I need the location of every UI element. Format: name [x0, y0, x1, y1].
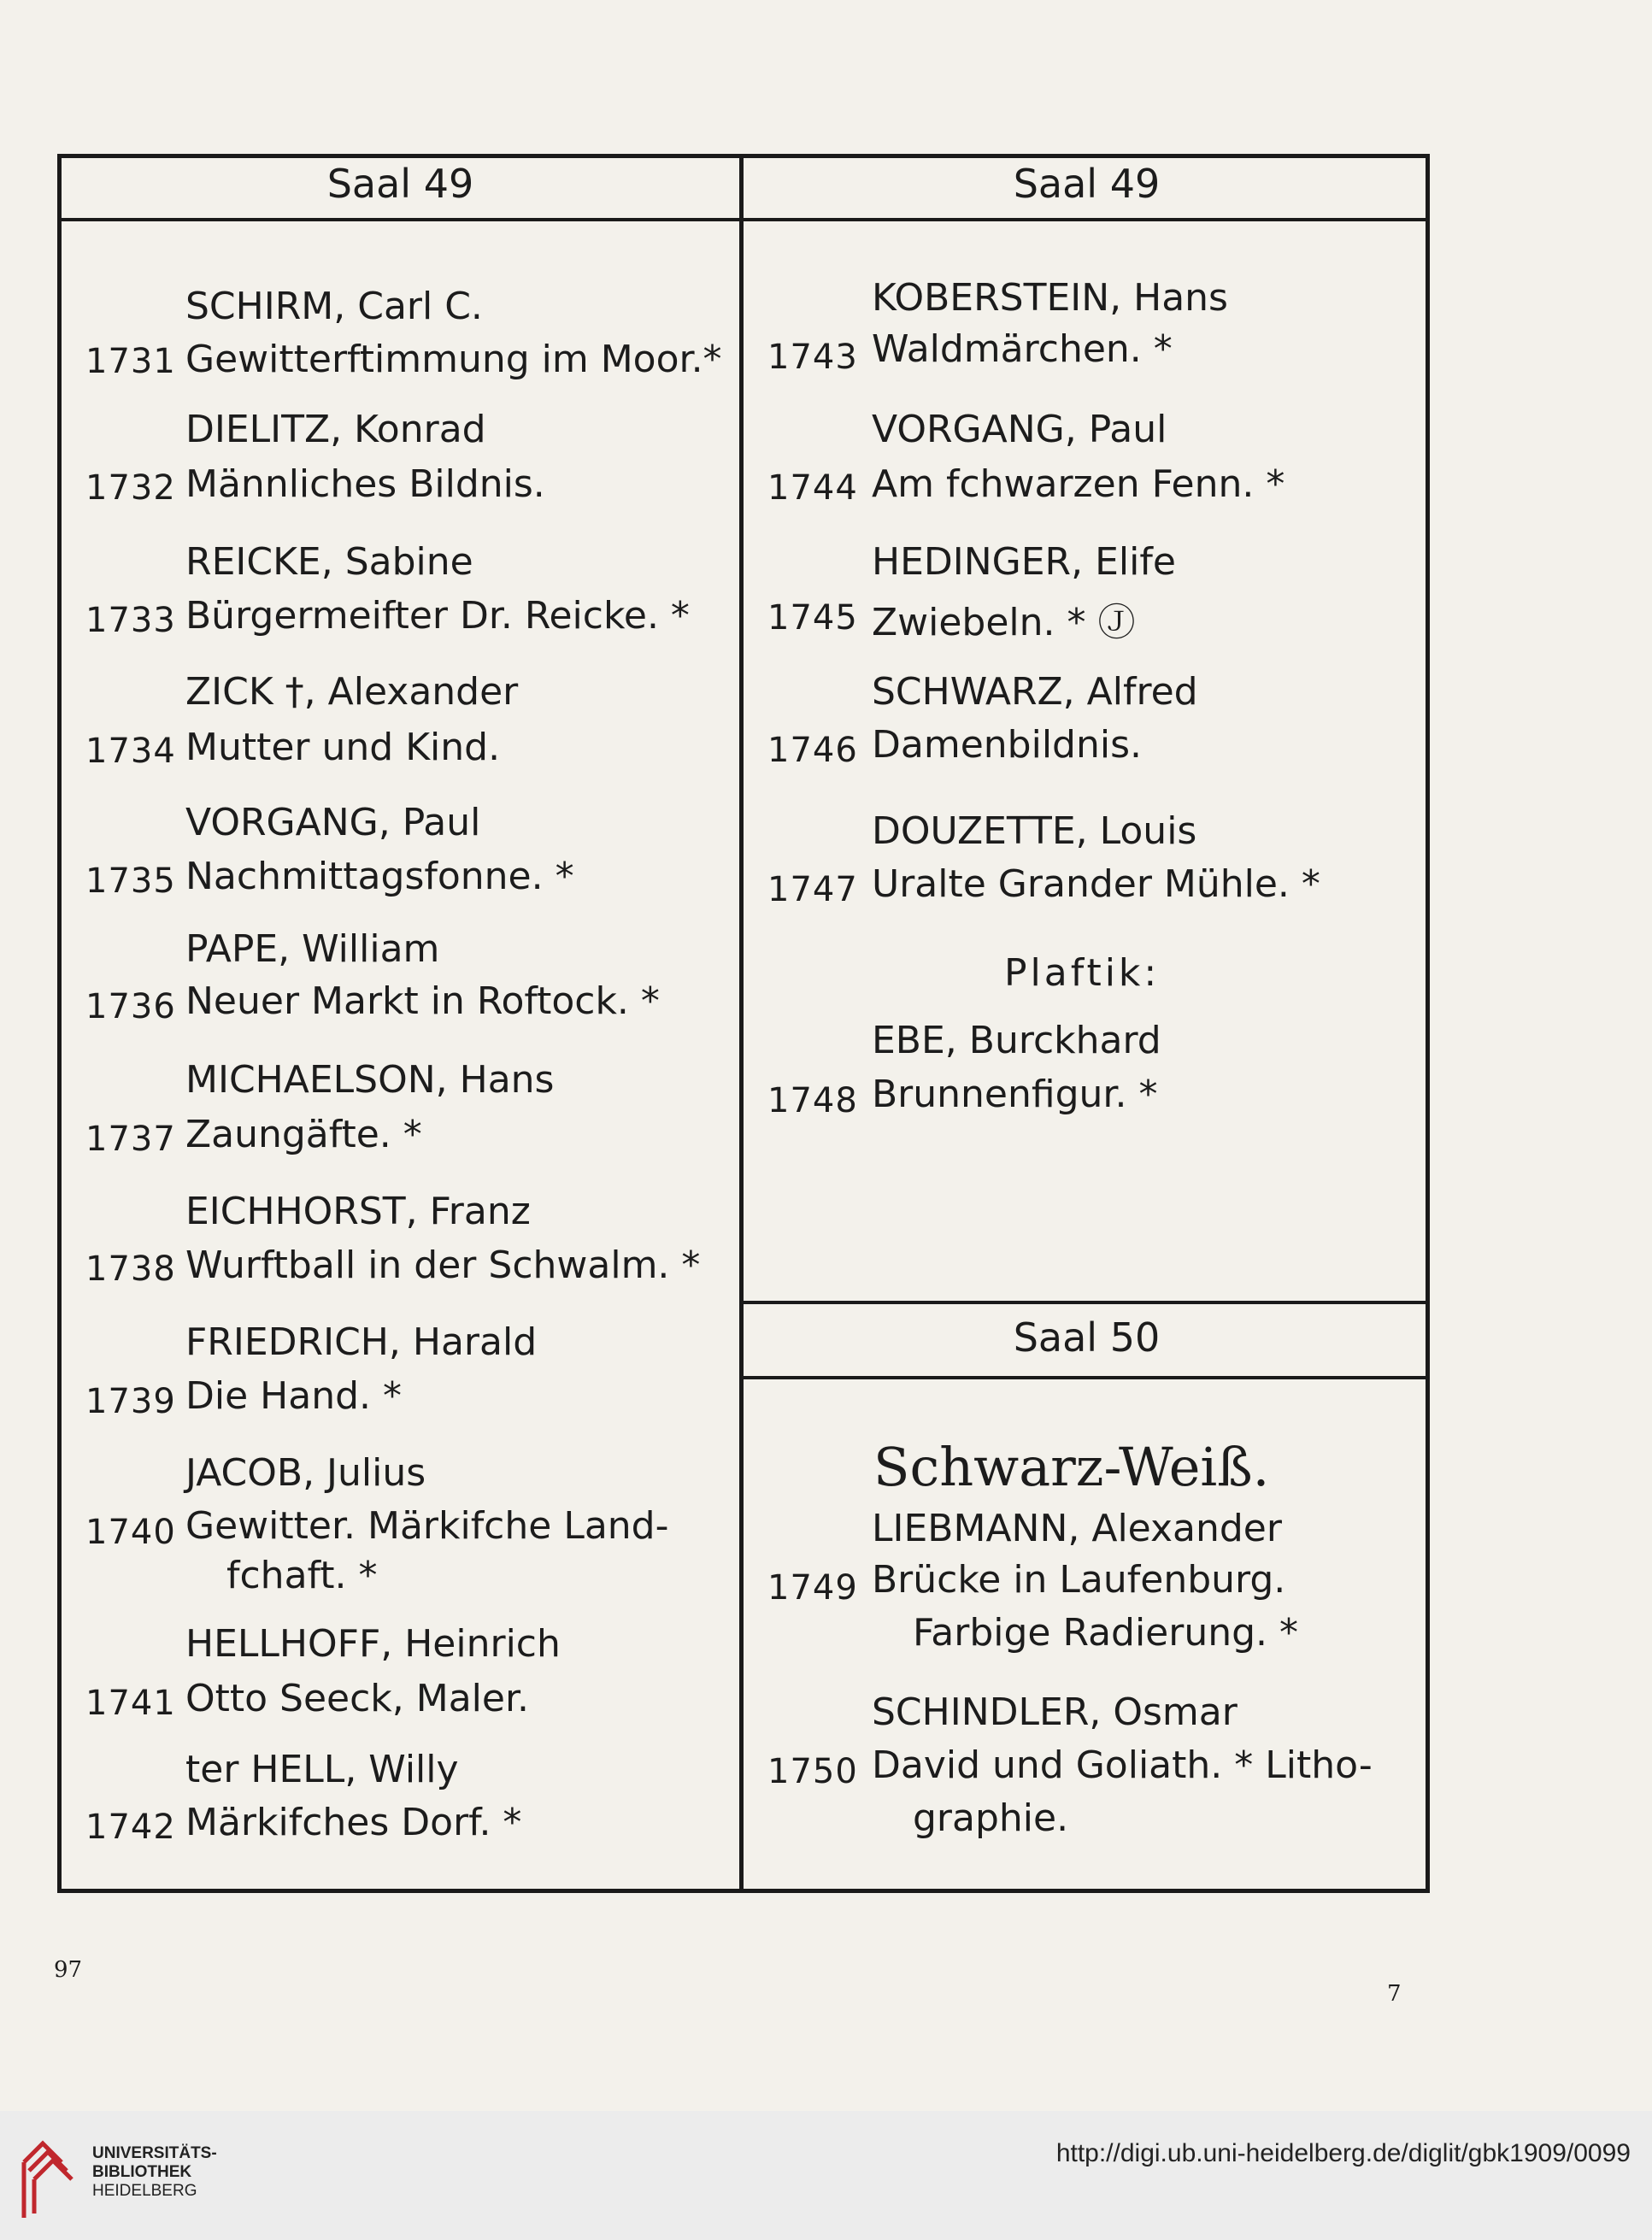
artist-name: JACOB, Julius [185, 1451, 426, 1495]
artist-name: SCHINDLER, Osmar [872, 1690, 1238, 1734]
work-title-continued: graphie. [913, 1796, 1069, 1840]
catalog-number: 1747 [767, 870, 858, 909]
artist-name: DIELITZ, Konrad [185, 408, 486, 451]
catalog-number: 1733 [85, 601, 176, 640]
header-rule [57, 218, 1430, 221]
artist-name: DOUZETTE, Louis [872, 809, 1197, 853]
library-logo-icon [17, 2128, 85, 2222]
page-number-left: 97 [54, 1957, 83, 1983]
catalog-number: 1734 [85, 732, 176, 771]
artist-name: KOBERSTEIN, Hans [872, 276, 1228, 320]
work-title: Märkifches Dorf. * [185, 1801, 522, 1844]
artist-name: VORGANG, Paul [872, 408, 1167, 451]
work-title: Männliches Bildnis. [185, 462, 545, 506]
work-title: Wurftball in der Schwalm. * [185, 1243, 701, 1287]
work-title: Damenbildnis. [872, 723, 1142, 767]
catalog-number: 1731 [85, 342, 176, 381]
library-name-line: BIBLIOTHEK [92, 2163, 192, 2181]
artist-name: HEDINGER, Elife [872, 540, 1176, 584]
catalog-number: 1745 [767, 598, 858, 638]
work-title: David und Goliath. * Litho- [872, 1743, 1373, 1787]
catalog-number: 1732 [85, 468, 176, 508]
catalog-number: 1736 [85, 987, 176, 1026]
artist-name: LIEBMANN, Alexander [872, 1507, 1282, 1550]
work-title: Bürgermeifter Dr. Reicke. * [185, 594, 690, 638]
work-title: Uralte Grander Mühle. * [872, 862, 1320, 906]
catalog-number: 1743 [767, 338, 858, 377]
right-header: Saal 49 [1013, 161, 1161, 207]
work-title: Die Hand. * [185, 1374, 402, 1418]
artist-name: PAPE, William [185, 927, 440, 971]
work-title: Brunnenfigur. * [872, 1073, 1158, 1116]
column-divider [739, 154, 744, 1893]
left-header: Saal 49 [326, 161, 474, 207]
catalog-number: 1735 [85, 861, 176, 901]
work-title: Mutter und Kind. [185, 726, 501, 769]
work-title: Gewitter. Märkifche Land- [185, 1504, 669, 1548]
catalog-number: 1749 [767, 1568, 858, 1608]
work-title: Neuer Markt in Roftock. * [185, 979, 660, 1023]
catalog-number: 1740 [85, 1513, 176, 1552]
work-title: Gewitterftimmung im Moor.* [185, 338, 722, 381]
library-name-line: UNIVERSITÄTS- [92, 2144, 217, 2162]
catalog-number: 1738 [85, 1249, 176, 1289]
catalog-number: 1739 [85, 1382, 176, 1421]
saal50-header: Saal 50 [1013, 1314, 1161, 1361]
plastik-subheading: Plaftik: [1004, 951, 1161, 995]
work-title: Brücke in Laufenburg. [872, 1558, 1286, 1602]
work-title: Am fchwarzen Fenn. * [872, 462, 1285, 506]
work-title: Zwiebeln. * Ⓙ [872, 601, 1136, 644]
artist-name: SCHWARZ, Alfred [872, 670, 1198, 714]
artist-name: EICHHORST, Franz [185, 1190, 531, 1233]
work-title: Waldmärchen. * [872, 327, 1173, 371]
catalog-number: 1744 [767, 468, 858, 508]
artist-name: EBE, Burckhard [872, 1019, 1161, 1062]
catalog-number: 1750 [767, 1752, 858, 1791]
artist-name: FRIEDRICH, Harald [185, 1320, 538, 1364]
catalog-number: 1741 [85, 1684, 176, 1723]
viewer-footer [0, 2111, 1652, 2240]
catalog-number: 1746 [767, 731, 858, 770]
work-title: Zaungäfte. * [185, 1113, 422, 1156]
source-url[interactable]: http://digi.ub.uni-heidelberg.de/diglit/gbk1909/0099 [1055, 2139, 1631, 2167]
work-title: Nachmittagsfonne. * [185, 855, 574, 898]
library-name-line: HEIDELBERG [92, 2182, 197, 2200]
work-title-continued: Farbige Radierung. * [913, 1611, 1299, 1655]
library-name [92, 2144, 217, 2201]
artist-name: REICKE, Sabine [185, 540, 473, 584]
saal50-bottom-rule [744, 1376, 1430, 1379]
catalog-number: 1742 [85, 1808, 176, 1847]
catalog-number: 1737 [85, 1120, 176, 1159]
catalog-number: 1748 [767, 1081, 858, 1120]
artist-name: ter HELL, Willy [185, 1748, 459, 1791]
artist-name: ZICK †, Alexander [185, 670, 519, 714]
page-number-right: 7 [1387, 1981, 1402, 2007]
artist-name: VORGANG, Paul [185, 801, 481, 844]
saal50-top-rule [744, 1301, 1430, 1304]
work-title: Otto Seeck, Maler. [185, 1677, 530, 1720]
artist-name: SCHIRM, Carl C. [185, 285, 483, 328]
section-title: Schwarz-Weiß. [873, 1436, 1270, 1498]
work-title-continued: fchaft. * [226, 1554, 378, 1597]
artist-name: MICHAELSON, Hans [185, 1058, 555, 1102]
artist-name: HELLHOFF, Heinrich [185, 1622, 561, 1666]
